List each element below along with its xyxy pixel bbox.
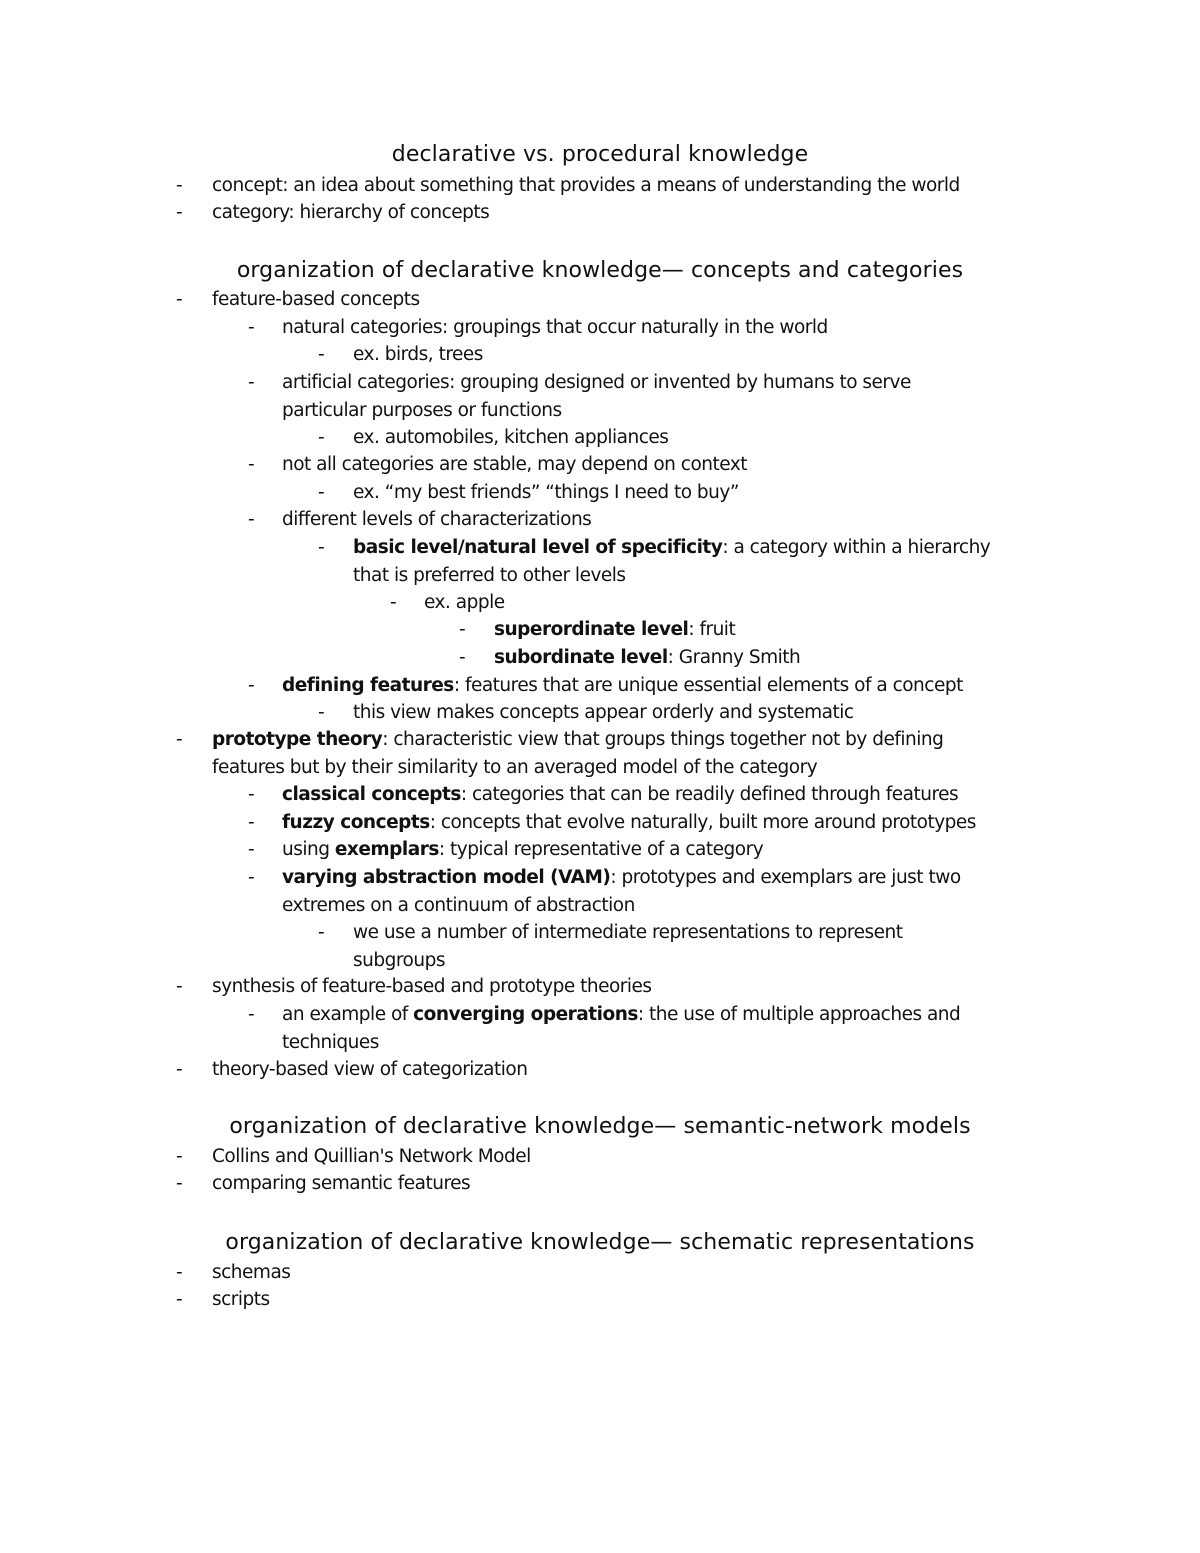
bullet-dash: - [390,592,397,613]
term-bold: superordinate level [494,619,689,640]
term-bold: classical concepts [282,784,461,805]
list-item-text: theory-based view of categorization [212,1059,528,1080]
bullet-dash: - [176,1262,183,1283]
list-item-text [494,616,735,644]
definition: : concepts that evolve naturally, built more around prototypes [429,812,976,833]
bullet-dash: - [248,317,255,338]
bullet-dash: - [459,647,466,668]
bullet-dash: - [248,784,255,805]
list-item-text [282,1001,960,1056]
bullet-dash: - [248,675,255,696]
bullet-dash: - [248,509,255,530]
list-item-text: schemas [212,1262,291,1283]
text-line: artificial categories: grouping designed or invented by humans to serve [282,372,911,393]
list-item-text: concept: an idea about something that provides a means of understanding the world [212,175,960,196]
bullet-dash: - [176,729,183,750]
bullet-dash: - [176,976,183,997]
list-item-text: ex. “my best friends” “things I need to buy” [353,482,739,503]
bullet-dash: - [176,1289,183,1310]
list-item-text [282,836,763,864]
list-item-text: comparing semantic features [212,1173,471,1194]
prefix: an example of [282,1004,414,1025]
list-item-text: synthesis of feature-based and prototype theories [212,976,652,997]
text-line: features but by their similarity to an averaged model of the category [212,756,818,778]
text-line [212,726,943,754]
list-item-text: scripts [212,1289,270,1310]
bullet-dash: - [176,1146,183,1167]
text-line [282,1001,960,1029]
term-bold: subordinate level [494,647,668,668]
list-item-text [282,369,911,424]
text-line: extremes on a continuum of abstraction [282,894,635,916]
definition: : fruit [688,619,736,640]
definition: : typical representative of a category [438,839,764,860]
section-heading-declarative-vs-procedural: declarative vs. procedural knowledge [391,142,809,167]
list-item-text [353,919,903,974]
text-line: techniques [282,1031,379,1053]
bullet-dash: - [459,619,466,640]
bullet-dash: - [318,702,325,723]
definition: : characteristic view that groups things together not by defining [382,729,944,750]
bullet-dash: - [318,482,325,503]
bullet-dash: - [248,839,255,860]
text-line [282,864,961,892]
bullet-dash: - [318,537,325,558]
text-line: that is preferred to other levels [353,564,626,586]
text-line: particular purposes or functions [282,399,562,421]
term-bold: converging operations [413,1004,638,1025]
term-bold: basic level/natural level of specificity [353,537,723,558]
term-bold: fuzzy concepts [282,812,430,833]
bullet-dash: - [176,289,183,310]
list-item-text [282,809,976,837]
term-bold: prototype theory [212,729,383,750]
definition: : a category within a hierarchy [722,537,991,558]
definition: : categories that can be readily defined through features [460,784,959,805]
definition: : the use of multiple approaches and [637,1004,961,1025]
term-bold: exemplars [334,839,439,860]
list-item-text: ex. automobiles, kitchen appliances [353,427,669,448]
list-item-text: natural categories: groupings that occur naturally in the world [282,317,828,338]
list-item-text [353,534,990,589]
definition: : Granny Smith [667,647,801,668]
term-bold: varying abstraction model (VAM) [282,867,611,888]
list-item-text [282,864,961,919]
bullet-dash: - [248,867,255,888]
section-heading-semantic-network-models: organization of declarative knowledge— semantic-network models [229,1114,971,1139]
bullet-dash: - [176,202,183,223]
list-item-text: Collins and Quillian's Network Model [212,1146,531,1167]
list-item-text: ex. birds, trees [353,344,483,365]
list-item-text [494,644,800,672]
list-item-text: ex. apple [424,592,505,613]
section-heading-concepts-and-categories: organization of declarative knowledge— concepts and categories [236,258,964,283]
list-item-text: not all categories are stable, may depend on context [282,454,748,475]
list-item-text: different levels of characterizations [282,509,592,530]
list-item-text [282,672,963,700]
bullet-dash: - [318,427,325,448]
bullet-dash: - [318,344,325,365]
list-item-text: feature-based concepts [212,289,420,310]
definition: : prototypes and exemplars are just two [610,867,961,888]
bullet-dash: - [176,1059,183,1080]
bullet-dash: - [176,175,183,196]
bullet-dash: - [248,372,255,393]
bullet-dash: - [248,812,255,833]
list-item-text [212,726,943,781]
bullet-dash: - [248,1004,255,1025]
bullet-dash: - [318,922,325,943]
list-item-text: category: hierarchy of concepts [212,202,490,223]
list-item-text: this view makes concepts appear orderly and systematic [353,702,854,723]
text-line [353,534,990,562]
prefix: using [282,839,335,860]
list-item-text [282,781,958,809]
bullet-dash: - [176,1173,183,1194]
text-line: subgroups [353,949,445,971]
term-bold: defining features [282,675,454,696]
definition: : features that are unique essential elements of a concept [453,675,963,696]
text-line: we use a number of intermediate representations to represent [353,922,903,943]
section-heading-schematic-representations: organization of declarative knowledge— schematic representations [225,1230,975,1255]
bullet-dash: - [248,454,255,475]
